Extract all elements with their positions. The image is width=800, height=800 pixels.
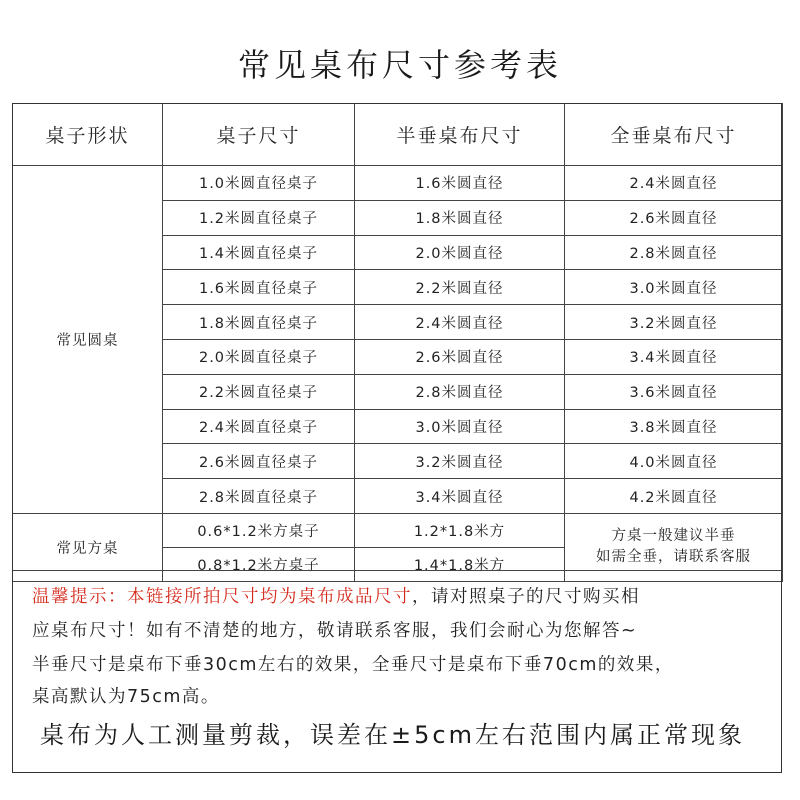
half-drop-cell: 2.6米圆直径 [355, 339, 565, 374]
square-table-label: 常见方桌 [13, 513, 163, 581]
tip-line-2: 应桌布尺寸！如有不清楚的地方，敬请联系客服，我们会耐心为您解答~ [32, 621, 638, 641]
tip-line-4: 桌高默认为75cm高。 [32, 687, 220, 707]
tip-highlight: 温馨提示：本链接所拍尺寸均为桌布成品尺寸 [32, 587, 412, 607]
tolerance-note: 桌布为人工测量剪裁，误差在±5cm左右范围内属正常现象 [40, 721, 745, 749]
full-drop-cell: 3.6米圆直径 [565, 374, 783, 409]
half-drop-cell: 2.2米圆直径 [355, 270, 565, 305]
full-drop-cell: 2.6米圆直径 [565, 200, 783, 235]
square-note-line2: 如需全垂，请联系客服 [596, 549, 751, 566]
full-drop-cell: 3.2米圆直径 [565, 305, 783, 340]
half-drop-cell: 1.8米圆直径 [355, 200, 565, 235]
round-table-label: 常见圆桌 [13, 166, 163, 514]
table-size-cell: 1.8米圆直径桌子 [163, 305, 355, 340]
table-size-cell: 1.4米圆直径桌子 [163, 235, 355, 270]
half-drop-cell: 3.2米圆直径 [355, 444, 565, 479]
full-drop-cell: 4.0米圆直径 [565, 444, 783, 479]
table-size-cell: 2.2米圆直径桌子 [163, 374, 355, 409]
page-title: 常见桌布尺寸参考表 [237, 46, 562, 84]
half-drop-cell: 1.2*1.8米方 [355, 513, 565, 547]
table-size-cell: 2.6米圆直径桌子 [163, 444, 355, 479]
full-drop-cell: 3.0米圆直径 [565, 270, 783, 305]
header-half-drop: 半垂桌布尺寸 [355, 104, 565, 166]
half-drop-cell: 3.4米圆直径 [355, 479, 565, 514]
half-drop-cell: 3.0米圆直径 [355, 409, 565, 444]
half-drop-cell: 2.4米圆直径 [355, 305, 565, 340]
header-shape: 桌子形状 [13, 104, 163, 166]
full-drop-cell: 3.4米圆直径 [565, 339, 783, 374]
full-drop-cell: 4.2米圆直径 [565, 479, 783, 514]
table-size-cell: 2.8米圆直径桌子 [163, 479, 355, 514]
table-size-cell: 1.2米圆直径桌子 [163, 200, 355, 235]
header-full-drop: 全垂桌布尺寸 [565, 104, 783, 166]
tip-rest: ，请对照桌子的尺寸购买相 [412, 587, 640, 607]
full-drop-cell: 2.8米圆直径 [565, 235, 783, 270]
header-table-size: 桌子尺寸 [163, 104, 355, 166]
table-size-cell: 0.6*1.2米方桌子 [163, 513, 355, 547]
table-size-cell: 1.0米圆直径桌子 [163, 166, 355, 201]
half-drop-cell: 1.4*1.8米方 [355, 547, 565, 581]
square-note-line1: 方桌一般建议半垂 [611, 528, 736, 545]
full-drop-cell: 3.8米圆直径 [565, 409, 783, 444]
table-size-cell: 2.4米圆直径桌子 [163, 409, 355, 444]
full-drop-cell: 2.4米圆直径 [565, 166, 783, 201]
table-size-cell: 2.0米圆直径桌子 [163, 339, 355, 374]
half-drop-cell: 1.6米圆直径 [355, 166, 565, 201]
half-drop-cell: 2.0米圆直径 [355, 235, 565, 270]
tip-line-3: 半垂尺寸是桌布下垂30cm左右的效果，全垂尺寸是桌布下垂70cm的效果， [32, 655, 674, 675]
table-size-cell: 1.6米圆直径桌子 [163, 270, 355, 305]
table-size-cell: 0.8*1.2米方桌子 [163, 547, 355, 581]
tip-line-1 [32, 583, 640, 608]
half-drop-cell: 2.8米圆直径 [355, 374, 565, 409]
